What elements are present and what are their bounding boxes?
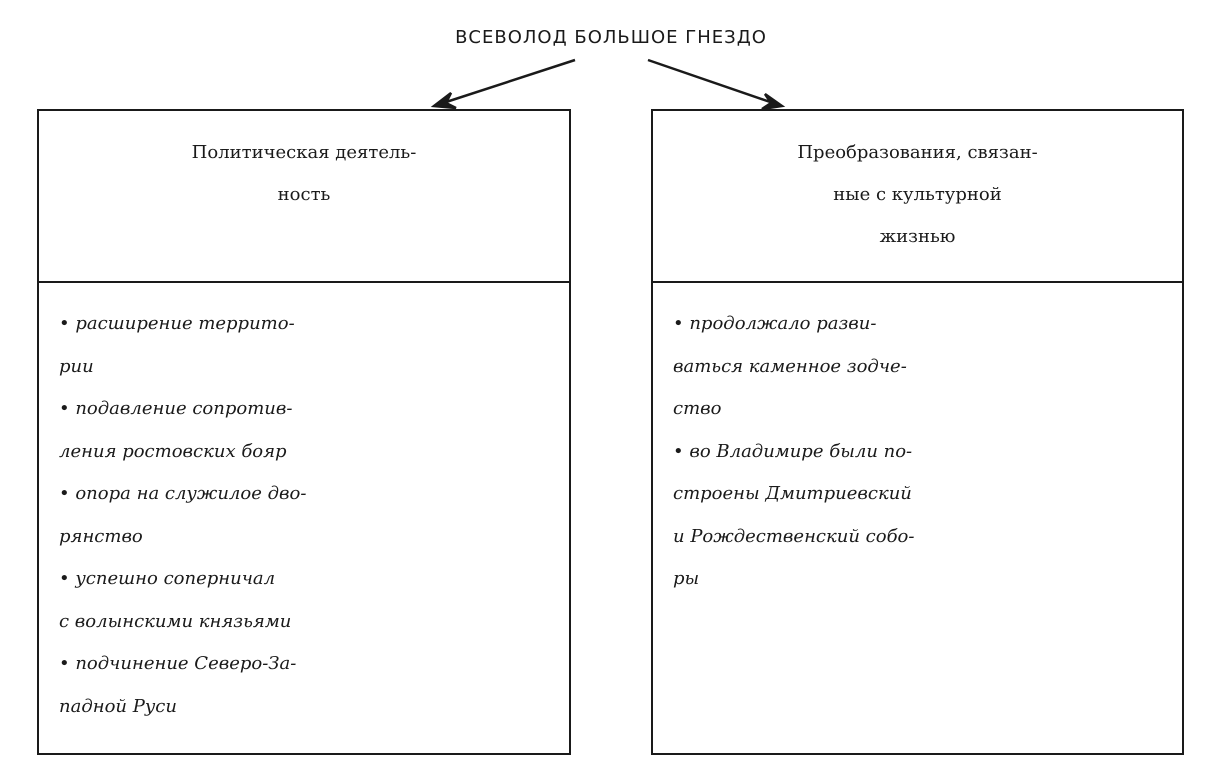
list-line: и Рождественский собо- xyxy=(673,525,915,547)
list-line: • во Владимире были по- xyxy=(673,440,913,462)
heading-line: жизнью xyxy=(879,226,956,247)
list-line: • подавление сопротив- xyxy=(59,398,293,419)
list-line: ры xyxy=(673,568,700,589)
arrow-to-left-box xyxy=(440,60,575,104)
list-line: • подчинение Северо-За- xyxy=(59,653,297,674)
political-activity-box xyxy=(37,109,571,755)
list-line: ство xyxy=(673,398,722,419)
list-line: падной Руси xyxy=(59,695,177,717)
list-line: • расширение террито- xyxy=(59,313,295,334)
list-line: • опора на служилое дво- xyxy=(59,483,307,504)
political-activity-list xyxy=(39,283,569,728)
list-line: строены Дмитриевский xyxy=(673,483,912,504)
heading-line: Преобразования, связан- xyxy=(797,142,1038,163)
political-activity-heading xyxy=(39,111,569,283)
heading-line: Политическая деятель- xyxy=(191,142,417,163)
list-line: с волынскими князьями xyxy=(59,610,292,632)
list-line: рянство xyxy=(59,525,143,547)
list-line: ваться каменное зодче- xyxy=(673,355,907,377)
diagram-title: ВСЕВОЛОД БОЛЬШОЕ ГНЕЗДО xyxy=(455,27,767,48)
list-line: • успешно соперничал xyxy=(59,568,276,589)
cultural-changes-list xyxy=(653,283,1182,601)
heading-line: ные с культурной xyxy=(833,184,1002,205)
cultural-changes-box xyxy=(651,109,1184,755)
list-line: ления ростовских бояр xyxy=(59,440,287,462)
heading-line: ность xyxy=(277,184,331,205)
list-line: рии xyxy=(59,355,94,377)
arrow-to-right-box xyxy=(648,60,776,104)
list-line: • продолжало разви- xyxy=(673,313,877,334)
cultural-changes-heading xyxy=(653,111,1182,283)
